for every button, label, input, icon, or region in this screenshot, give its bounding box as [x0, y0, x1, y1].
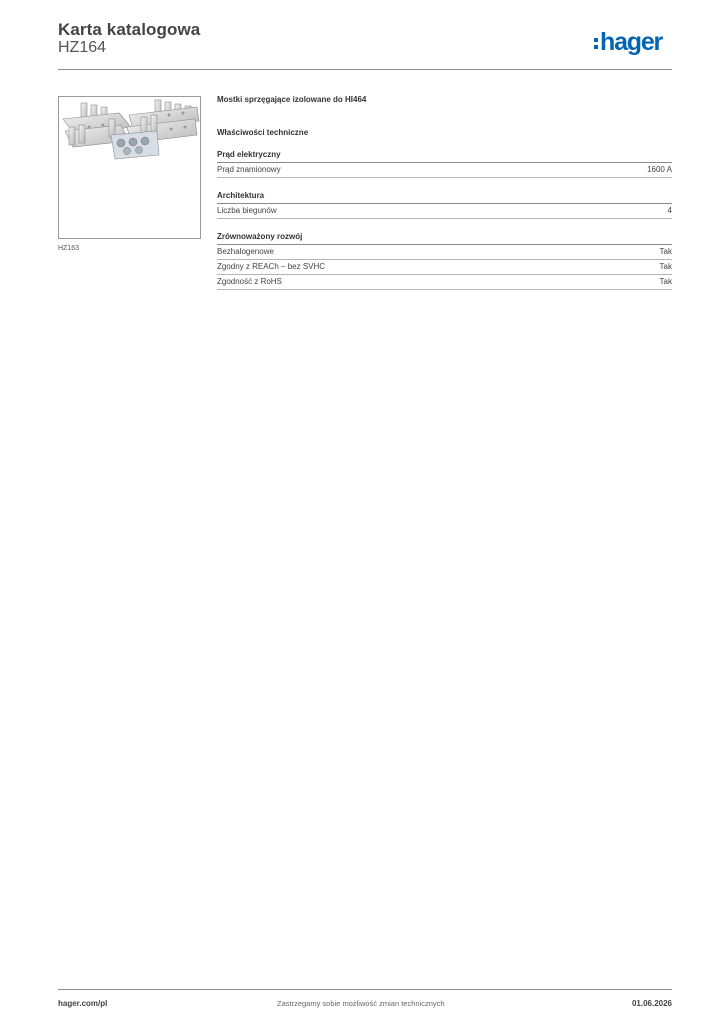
group-title: Architektura [217, 191, 672, 204]
property-label: Bezhalogenowe [217, 247, 274, 256]
property-value: 1600 A [647, 165, 672, 174]
property-value: Tak [659, 277, 672, 286]
property-row [217, 245, 672, 260]
property-value: 4 [667, 206, 672, 215]
footer-website-link[interactable]: hager.com/pl [58, 999, 108, 1008]
property-group-architecture [217, 191, 672, 219]
footer-divider [58, 989, 672, 990]
property-label: Zgodność z RoHS [217, 277, 282, 286]
group-title: Zrównoważony rozwój [217, 232, 672, 245]
product-name: Mostki sprzęgające izolowane do HI464 [217, 95, 367, 104]
property-row [217, 163, 672, 178]
properties-title: Właściwości techniczne [217, 128, 309, 137]
property-row [217, 275, 672, 290]
product-code: HZ164 [58, 39, 107, 56]
header-divider [58, 69, 672, 70]
photo-caption: HZ163 [58, 245, 80, 252]
property-row [217, 260, 672, 275]
footer-date: 01.06.2026 [631, 999, 672, 1008]
property-value: Tak [659, 262, 672, 271]
group-title: Prąd elektryczny [217, 150, 672, 163]
property-group-electric [217, 150, 672, 178]
product-photo [58, 96, 201, 239]
footer-notice: Zastrzegamy sobie możliwość zmian technicznych [277, 999, 445, 1008]
product-details [217, 95, 672, 290]
header-title: Karta katalogowa [58, 20, 201, 39]
busbar-bridge-icon [59, 97, 201, 239]
property-label: Liczba biegunów [217, 206, 277, 215]
property-group-sustainability [217, 232, 672, 290]
property-label: Prąd znamionowy [217, 165, 281, 174]
logo-dots-icon [594, 38, 598, 49]
hager-logo [594, 29, 662, 55]
property-label: Zgodny z REACh – bez SVHC [217, 262, 326, 271]
property-value: Tak [659, 247, 672, 256]
property-row [217, 204, 672, 219]
logo-text: hager [600, 28, 663, 56]
